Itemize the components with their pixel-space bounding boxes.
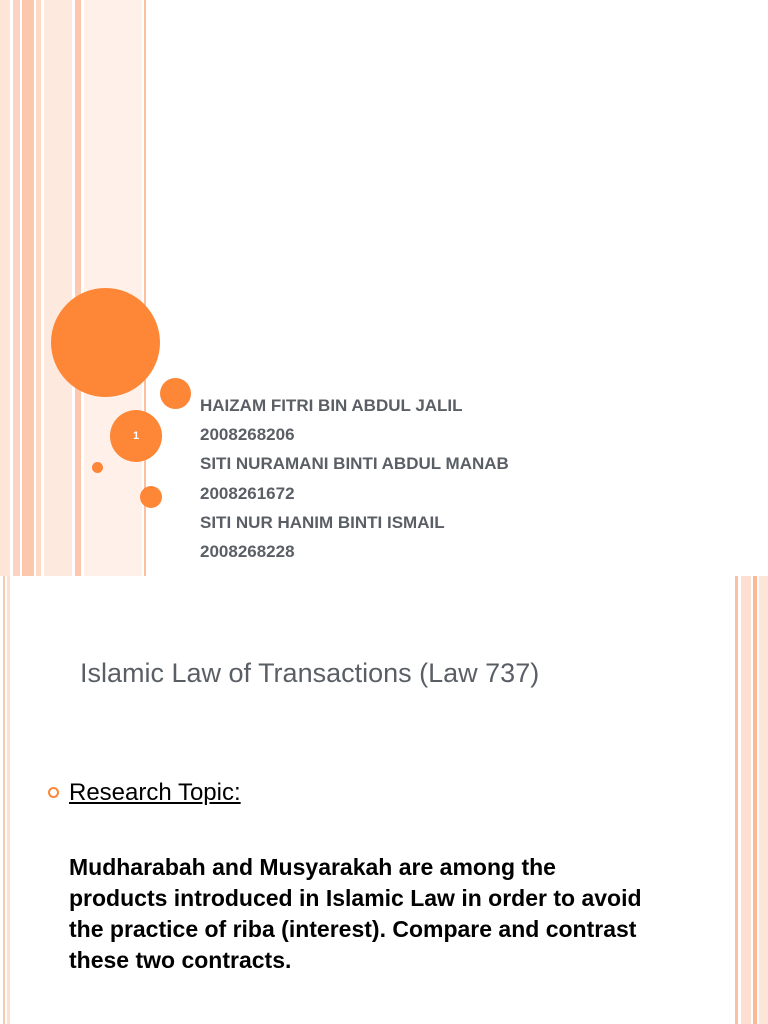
decorative-stripe [753, 576, 757, 1024]
decorative-stripe [75, 0, 81, 576]
decorative-stripe [13, 0, 20, 576]
decorative-stripe [741, 576, 751, 1024]
research-topic-label: Research Topic: [69, 779, 241, 806]
decorative-stripe [44, 0, 72, 576]
decorative-stripe [0, 0, 10, 576]
decorative-circle [140, 486, 162, 508]
decorative-stripe [735, 576, 738, 1024]
author-name-3: SITI NUR HANIM BINTI ISMAIL [200, 513, 445, 532]
author-name-1: HAIZAM FITRI BIN ABDUL JALIL [200, 396, 463, 415]
slide-title: Islamic Law of Transactions (Law 737) [80, 658, 540, 688]
slide-2 [0, 576, 768, 1024]
decorative-stripe [22, 0, 34, 576]
research-question: Mudharabah and Musyarakah are among the products introduced in Islamic Law in order to avoid the practice of riba (interest). Compare and contrast these two contracts. [69, 854, 642, 973]
decorative-circle [51, 288, 160, 397]
author-id-3: 2008268228 [200, 542, 295, 561]
decorative-circle [160, 378, 191, 409]
decorative-stripe [36, 0, 41, 576]
decorative-stripe [3, 576, 5, 1024]
bullet-icon [48, 787, 59, 798]
decorative-stripe [7, 576, 10, 1024]
author-id-1: 2008268206 [200, 425, 295, 444]
slide-number: 1 [132, 430, 140, 442]
author-name-2: SITI NURAMANI BINTI ABDUL MANAB [200, 454, 509, 473]
decorative-circle [92, 462, 103, 473]
author-id-2: 2008261672 [200, 484, 295, 503]
decorative-stripe [759, 576, 768, 1024]
